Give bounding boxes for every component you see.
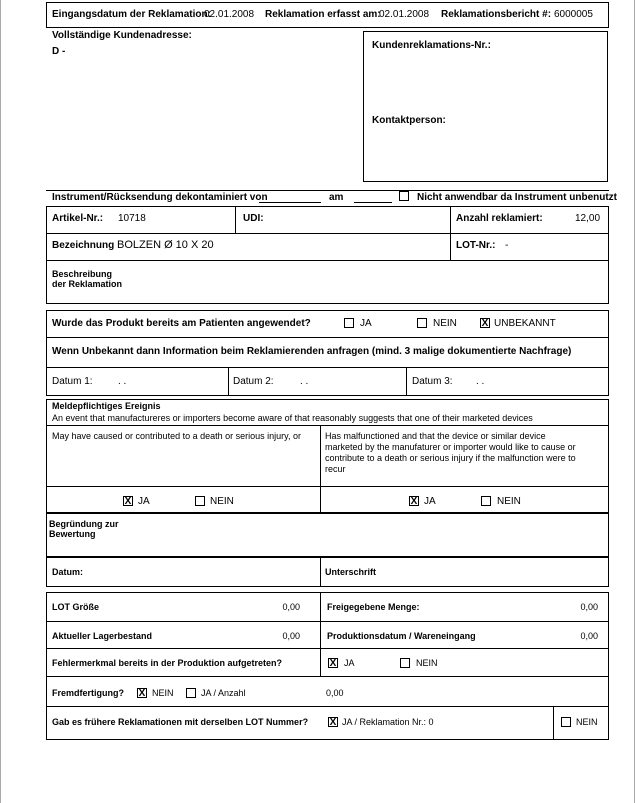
stock-value: 0,00: [282, 631, 300, 641]
contact-box: [363, 31, 608, 182]
reportable-right-ja-checkbox[interactable]: X: [410, 496, 418, 507]
external-nein-label: NEIN: [152, 688, 174, 698]
external-manufacturing-label: Fremdfertigung?: [52, 688, 124, 698]
received-date-value: 02.01.2008: [204, 9, 255, 20]
report-number-value: 6000005: [554, 9, 593, 20]
recorded-date-value: 02.01.2008: [379, 9, 430, 20]
patient-divider-2: [46, 367, 609, 368]
designation-label: Bezeichnung: [52, 240, 115, 251]
description-label-line2: der Reklamation: [52, 279, 123, 289]
inventory-divider-3: [46, 676, 609, 677]
date3-value: . .: [476, 376, 485, 387]
reportable-event-subtitle: An event that manufactureres or importers become aware of that reasonably suggests that one of their marketed devices: [52, 413, 533, 423]
quantity-value: 12,00: [575, 213, 601, 224]
patient-unbekannt-label: UNBEKANNT: [494, 318, 556, 329]
external-ja-checkbox[interactable]: [186, 688, 196, 698]
lot-number-label: LOT-Nr.:: [456, 240, 496, 251]
signature-date-label: Datum:: [52, 567, 83, 577]
report-number-label: Reklamationsbericht #:: [441, 9, 552, 20]
production-defect-ja-label: JA: [344, 658, 355, 668]
date1-value: . .: [118, 376, 127, 387]
earlier-nein-label: NEIN: [576, 717, 598, 727]
production-defect-label: Fehlermerkmal bereits in der Produktion aufgetreten?: [52, 658, 283, 668]
reportable-divider-1: [46, 425, 609, 426]
inventory-col-divider: [320, 592, 321, 676]
date2-label: Datum 2:: [233, 376, 274, 387]
decon-date-blank: [354, 202, 392, 203]
production-date-label: Produktionsdatum / Wareneingang: [327, 631, 476, 641]
external-ja-label: JA / Anzahl: [201, 688, 246, 698]
page-edge-left: [0, 0, 1, 803]
earlier-ja-checkbox[interactable]: X: [329, 717, 337, 728]
received-date-label: Eingangsdatum der Reklamation:: [52, 9, 211, 20]
udi-label: UDI:: [243, 213, 264, 224]
reportable-right-text: Has malfunctioned and that the device or similar device marketed by the manufaturer or importer would like to cause or contribute to a death or serious injury if the malfunction were to recur: [325, 431, 576, 474]
production-defect-nein-label: NEIN: [416, 658, 438, 668]
date-col-divider-1: [228, 367, 229, 396]
customer-address-value: D -: [52, 46, 66, 57]
not-applicable-label: Nicht anwendbar da Instrument unbenutzt: [417, 192, 618, 203]
patient-nein-checkbox[interactable]: [417, 318, 427, 328]
lot-number-value: -: [505, 240, 509, 251]
production-defect-ja-checkbox[interactable]: X: [329, 658, 337, 669]
quantity-label: Anzahl reklamiert:: [456, 213, 543, 224]
reportable-left-ja-checkbox[interactable]: X: [124, 496, 132, 507]
customer-address-label: Vollständige Kundenadresse:: [52, 30, 192, 41]
released-quantity-label: Freigegebene Menge:: [327, 602, 420, 612]
article-number-label: Artikel-Nr.:: [52, 213, 104, 224]
earlier-complaints-label: Gab es frühere Reklamationen mit derselben LOT Nummer?: [52, 717, 309, 727]
date2-value: . .: [300, 376, 309, 387]
reportable-left-nein-label: NEIN: [210, 496, 234, 507]
contact-person-label: Kontaktperson:: [372, 115, 446, 126]
justification-box: [46, 513, 609, 557]
customer-complaint-number-label: Kundenreklamations-Nr.:: [372, 40, 491, 51]
production-date-value: 0,00: [580, 631, 598, 641]
date3-label: Datum 3:: [412, 376, 453, 387]
production-defect-nein-checkbox[interactable]: [400, 658, 410, 668]
article-row-divider-2: [46, 260, 609, 261]
reportable-right-ja-label: JA: [424, 496, 436, 507]
reportable-event-title: Meldepflichtiges Ereignis: [52, 401, 161, 411]
stock-label: Aktueller Lagerbestand: [52, 631, 153, 641]
patient-question: Wurde das Produkt bereits am Patienten angewendet?: [52, 318, 311, 329]
reportable-col-divider: [320, 425, 321, 513]
external-quantity-value: 0,00: [326, 688, 344, 698]
unknown-info-text: Wenn Unbekannt dann Information beim Reklamierenden anfragen (mind. 3 malige dokumentierte Nachfrage): [52, 346, 572, 357]
date1-label: Datum 1:: [52, 376, 93, 387]
not-applicable-checkbox[interactable]: [399, 191, 409, 201]
external-nein-checkbox[interactable]: X: [138, 688, 146, 699]
patient-nein-label: NEIN: [433, 318, 457, 329]
reportable-right-nein-label: NEIN: [497, 496, 521, 507]
article-col-divider-2: [450, 206, 451, 260]
inventory-divider-4: [46, 706, 609, 707]
patient-ja-label: JA: [360, 318, 372, 329]
justification-label-line1: Begründung zur: [49, 519, 119, 529]
article-row-divider-1: [46, 233, 609, 234]
article-number-value: 10718: [118, 213, 146, 224]
lot-size-label: LOT Größe: [52, 602, 99, 612]
decon-label: Instrument/Rücksendung dekontaminiert von: [52, 192, 268, 203]
description-label-line1: Beschreibung: [52, 269, 113, 279]
decon-am-label: am: [329, 192, 344, 203]
reportable-left-nein-checkbox[interactable]: [195, 496, 205, 506]
released-quantity-value: 0,00: [580, 602, 598, 612]
earlier-nein-checkbox[interactable]: [561, 717, 571, 727]
lot-size-value: 0,00: [282, 602, 300, 612]
reportable-right-nein-checkbox[interactable]: [481, 496, 491, 506]
signature-col-divider: [320, 557, 321, 587]
recorded-date-label: Reklamation erfasst am:: [265, 9, 381, 20]
reportable-left-text: May have caused or contributed to a death or serious injury, or: [52, 431, 301, 441]
earlier-nein-divider: [553, 706, 554, 740]
date-col-divider-2: [406, 367, 407, 396]
decon-by-blank: [259, 202, 321, 203]
patient-divider-1: [46, 337, 609, 338]
article-col-divider-1: [235, 206, 236, 233]
designation-value: BOLZEN Ø 10 X 20: [117, 239, 214, 251]
decon-top-line: [46, 190, 609, 191]
justification-label-line2: Bewertung: [49, 529, 96, 539]
earlier-ja-label: JA / Reklamation Nr.: 0: [342, 717, 434, 727]
reportable-left-ja-label: JA: [138, 496, 150, 507]
reportable-divider-2: [46, 486, 609, 487]
inventory-divider-2: [46, 648, 609, 649]
patient-ja-checkbox[interactable]: [344, 318, 354, 328]
inventory-divider-1: [46, 621, 609, 622]
signature-label: Unterschrift: [325, 567, 377, 577]
patient-unbekannt-checkbox[interactable]: X: [481, 318, 489, 329]
